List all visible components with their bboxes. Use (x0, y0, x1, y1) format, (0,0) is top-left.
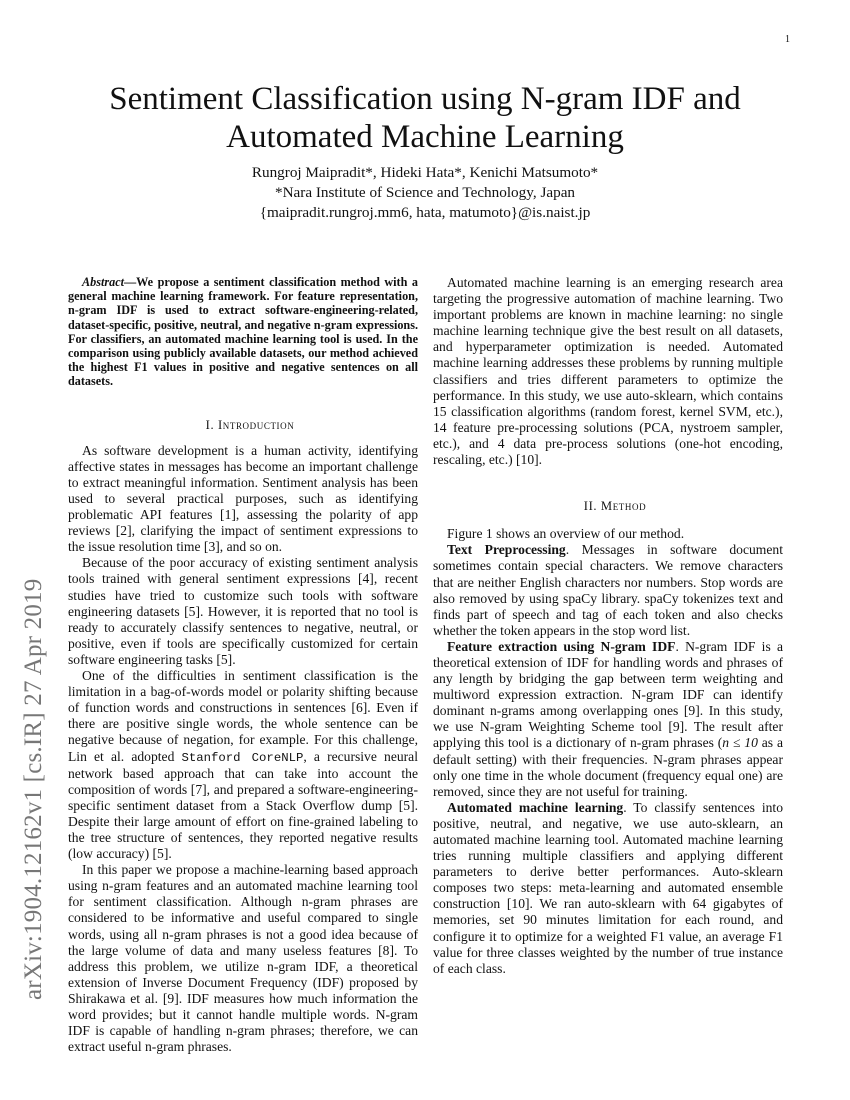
abstract-label: Abstract (82, 275, 124, 289)
paragraph: Because of the poor accuracy of existing sentiment analysis tools trained with general sentiment expressions [4], recent studies have tried to customize such tools with software engineering datasets [5]. However, it is reported that no tool is ready to accurately classify sentences to negative, neutral, or positive, even if tools are specifically customized for certain software engineering tasks [5]. (68, 555, 418, 667)
author-names: Rungroj Maipradit*, Hideki Hata*, Kenichi Matsumoto* (251, 164, 599, 181)
author-emails: {maipradit.rungroj.mm6, hata, matumoto}@is.naist.jp (259, 204, 591, 221)
paragraph: Automated machine learning is an emerging research area targeting the progressive automation of machine learning. Two important problems are known in machine learning: no single machine learning technique give the best result on all datasets, and hyperparameter optimization is needed. Automated machine learning addresses these problems by running multiple classifiers and tries different parameters to optimize the performance. In this study, we use auto-sklearn, which contains 15 classification algorithms (random forest, kernel SVM, etc.), 14 feature pre-processing solutions (PCA, nystroem sampler, etc.), and 4 data pre-process solutions (one-hot encoding, rescaling, etc.) [10]. (433, 275, 783, 468)
section-heading-method (433, 498, 783, 514)
paragraph (68, 668, 418, 862)
paragraph-heading: Text Preprocessing (447, 542, 566, 558)
left-column (68, 275, 418, 1055)
paragraph-heading: Feature extraction using N-gram IDF (447, 638, 676, 654)
right-column (433, 275, 783, 977)
paragraph (433, 639, 783, 800)
page-number: 1 (785, 34, 790, 45)
arxiv-stamp: arXiv:1904.12162v1 [cs.IR] 27 Apr 2019 (20, 578, 47, 1000)
paragraph (433, 800, 783, 977)
section-number: I. (205, 417, 215, 432)
paragraph (433, 542, 783, 639)
paragraph-text: One of the difficulties in sentiment classification is the limitation in a bag-of-words model or polarity shifting because of function words and constructions in sentences [6]. Even if there are positive single words, the whole sentence can be negative because of negation, for example. For this challenge, Lin et al. adopted (68, 668, 418, 764)
paragraph-text: . To classify sentences into positive, neutral, and negative, we use auto-sklearn, an automated machine learning tool. Automated machine learning tries running multiple classifiers and applying different parameters to derive better performances. Auto-sklearn composes two steps: meta-learning and automated ensemble construction [10]. We ran auto-sklearn with 64 gigabytes of memories, set 90 minutes limitation for each round, and configure it to optimize for a weighted F1 value, an average F1 value for three classes weighted by the number of true instance of each class. (433, 799, 783, 976)
paragraph-text: , a recursive neural network based approach that can take into account the composition of words [7], and prepared a software-engineering-specific sentiment dataset from a Stack Overflow dump [5]. Despite their large amount of effort on fine-grained labeling to the tree structure of sentences, they reported negative results (low accuracy) [5]. (68, 748, 418, 862)
section-title: Introduction (217, 417, 295, 432)
paragraph-text: as a default setting) with their frequencies. N-gram phrases appear only one time in the whole document (frequency equal one) are removed, since they are not useful for training. (433, 735, 784, 799)
abstract (68, 275, 418, 389)
section-heading-introduction (68, 417, 418, 433)
abstract-text: —We propose a sentiment classification method with a general machine learning framework. For feature representation, n-gram IDF is used to extract software-engineering-related, dataset-specific, positive, neutral, and negative n-gram expressions. For classifiers, an automated machine learning tool is used. In the comparison using publicly available datasets, our method achieved the highest F1 values in positive and negative sentences on all datasets. (68, 275, 418, 389)
paragraph-heading: Automated machine learning (447, 799, 624, 815)
section-title: Method (600, 499, 647, 514)
paper-title (60, 80, 790, 156)
author-block (60, 163, 790, 223)
paragraph: In this paper we propose a machine-learning based approach using n-gram features and an automated machine learning tool for sentiment classification. Although n-gram phrases are considered to be informative and useful compared to single words, using all n-gram phrases is not a good idea because of the large volume of data and many useless features [8]. To address this problem, we utilize n-gram IDF, a theoretical extension of Inverse Document Frequency (IDF) proposed by Shirakawa et al. [9]. IDF measures how much information the word provides; but it cannot handle multiple words. N-gram IDF is capable of handling n-gram phrases; therefore, we can extract useful n-gram phrases. (68, 862, 418, 1055)
paragraph: As software development is a human activity, identifying affective states in messages has become an important challenge to extract meaningful information. Sentiment analysis has been used to several practical purposes, such as identifying problematic API features [1], assessing the polarity of app reviews [2], clarifying the impact of sentiment expressions to the issue resolution time [3], and so on. (68, 442, 418, 555)
paragraph: Figure 1 shows an overview of our method. (447, 526, 685, 542)
math-expression: n ≤ 10 (722, 735, 758, 751)
title-line-2: Automated Machine Learning (226, 119, 624, 155)
affiliation: *Nara Institute of Science and Technology, Japan (274, 184, 576, 201)
code-term: Stanford CoreNLP (181, 750, 304, 765)
title-line-1: Sentiment Classification using N-gram IDF and (109, 81, 741, 117)
paragraph-text: . Messages in software document sometimes contain special characters. We remove characters that are neither English characters nor numbers. Stop words are also removed by using spaCy library. spaCy tokenizes text and finds part of speech and tag of each token and also checks whether the token appears in the stop word list. (433, 542, 783, 638)
paragraph-text: . N-gram IDF is a theoretical extension of IDF for handling words and phrases of any length by bridging the gap between term weighting and multiword expression extraction. N-gram IDF can identify dominant n-grams among overlapping ones [9]. In this study, we use N-gram Weighting Scheme tool [9]. The result after applying this tool is a dictionary of n-gram phrases ( (433, 638, 783, 751)
section-number: II. (583, 499, 598, 514)
